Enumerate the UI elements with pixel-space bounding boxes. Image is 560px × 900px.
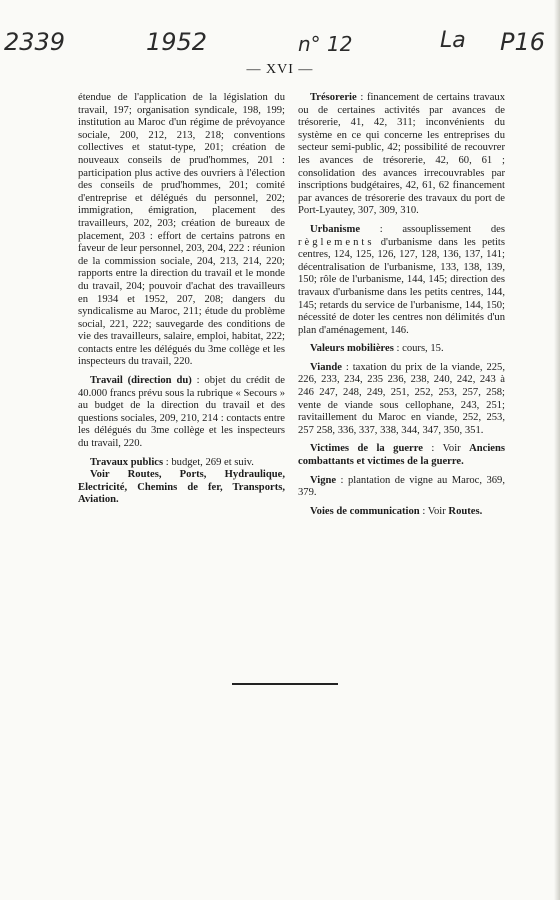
entry-heading: Victimes de la guerre	[310, 443, 423, 455]
see-also-reference: Voir Routes, Ports, Hydraulique, Electricité, Chemins de fer, Transports, Aviation.	[78, 469, 285, 506]
end-divider-rule	[232, 683, 338, 685]
see-also-reference: Anciens combattants et victimes de la guerre.	[298, 443, 506, 468]
entry-text: : financement de certains travaux ou de certaines activités par avances de trésorerie, 41, 42, 311; inconvénients du système en ce qui concerne les entreprises du secteur semi-public, 42; possibilité de recouvrer les avances de trésorerie, 42, 60, 61 ; consolidation des avances irrecouvrables par inscriptions budgétaires, 42, 61, 62 financement par avances de trésorerie des travaux du port de Port-Lyautey, 307, 309, 310.	[298, 92, 505, 217]
page-number: — XVI —	[246, 62, 314, 77]
entry-text: : plantation de vigne au Maroc, 369, 379.	[298, 474, 505, 499]
entry-heading: Voies de communication	[310, 505, 420, 517]
index-entry	[298, 343, 505, 356]
right-column	[298, 92, 505, 524]
left-column	[78, 92, 285, 507]
entry-heading: Viande	[310, 361, 342, 373]
index-entry	[298, 224, 505, 337]
entry-heading: Trésorerie	[310, 92, 357, 103]
handwritten-annotation-4: La	[440, 28, 466, 53]
page-edge-shadow	[554, 0, 560, 900]
index-entry	[78, 375, 285, 451]
entry-text: : objet du crédit de 40.000 francs prévu sous la rubrique « Secours » au budget de la direction du travail et des questions sociales, 209, 210, 214 : contacts entre les délégués du 3me collège et les inspecteurs du travail, 220.	[78, 375, 285, 450]
entry-heading: Travaux publics	[90, 456, 164, 468]
index-entry	[298, 506, 505, 519]
entry-text: : assouplissement des	[360, 223, 505, 235]
spaced-word: règlements	[298, 236, 375, 248]
handwritten-annotation-3: n° 12	[298, 32, 353, 56]
entry-heading: Valeurs mobilières	[310, 343, 394, 355]
index-entry	[298, 92, 505, 218]
continuation-paragraph: étendue de l'application de la législation du travail, 197; organisation syndicale, 198, 199; institution au Maroc d'un régime de prévoyance sociale, 200, 212, 213, 218; conventions collectives et statut-type, 201; création de nouveaux conseils de prud'hommes, 201 : participation plus active des ouvriers à l'élection des conseils de prud'hommes, 201; comité d'entreprise et délégués du personnel, 202; immigration, émigration, placement des travailleurs, 202, 203; création de bureaux de placement, 203 : effort de certains patrons en faveur de leur personnel, 203, 204, 222 : réunion de la commission sociale, 204, 213, 214, 220; rapports entre la direction du travail et le monde du travail, 204; pouvoir d'achat des travailleurs en 1934 et 1952, 207, 208; dangers du syndicalisme au Maroc, 211; étude du problème social, 221, 222; sauvegarde des conditions de vie des travailleurs, salaire, emploi, habitat, 222; contacts entre les délégués du 3me collège et les inspecteurs du travail, 220.	[78, 92, 285, 368]
entry-text: : Voir	[419, 505, 449, 517]
index-entry	[298, 475, 505, 500]
entry-text: : cours, 15.	[393, 343, 444, 355]
handwritten-annotation-1: 2339	[4, 28, 66, 56]
entry-text: : budget, 269 et suiv.	[163, 456, 254, 468]
index-entry	[78, 457, 285, 470]
entry-text: : Voir	[422, 443, 470, 455]
handwritten-annotation-2: 1952	[146, 28, 208, 56]
entry-text: : taxation du prix de la viande, 225, 226, 233, 234, 235 236, 238, 240, 242, 243 à 246 247, 248, 249, 251, 252, 253, 257, 258; vente de viande sous cellophane, 243, 251; ravitaillement du Maroc en viande, 252, 253, 257 258, 336, 337, 338, 344, 347, 350, 351.	[298, 361, 505, 436]
see-also-reference: Routes.	[448, 505, 483, 517]
entry-heading: Travail (direction du)	[90, 375, 192, 387]
index-entry	[298, 443, 505, 468]
entry-heading: Urbanisme	[310, 223, 361, 235]
entry-text-continued: d'urbanisme dans les petits centres, 124, 125, 126, 127, 128, 136, 137, 141; décentralisation de l'urbanisme, 133, 138, 139, 150; rôle de l'urbanisme, 144, 145; direction des travaux d'urbanisme dans les petits centres, 144, 145; retards du service de l'urbanisme, 144, 150; nécessité de doter les centres non délimités d'un plan d'aménagement, 146.	[298, 236, 505, 336]
index-entry	[298, 362, 505, 438]
entry-heading: Vigne	[310, 474, 337, 486]
handwritten-annotation-5: P16	[500, 28, 546, 56]
